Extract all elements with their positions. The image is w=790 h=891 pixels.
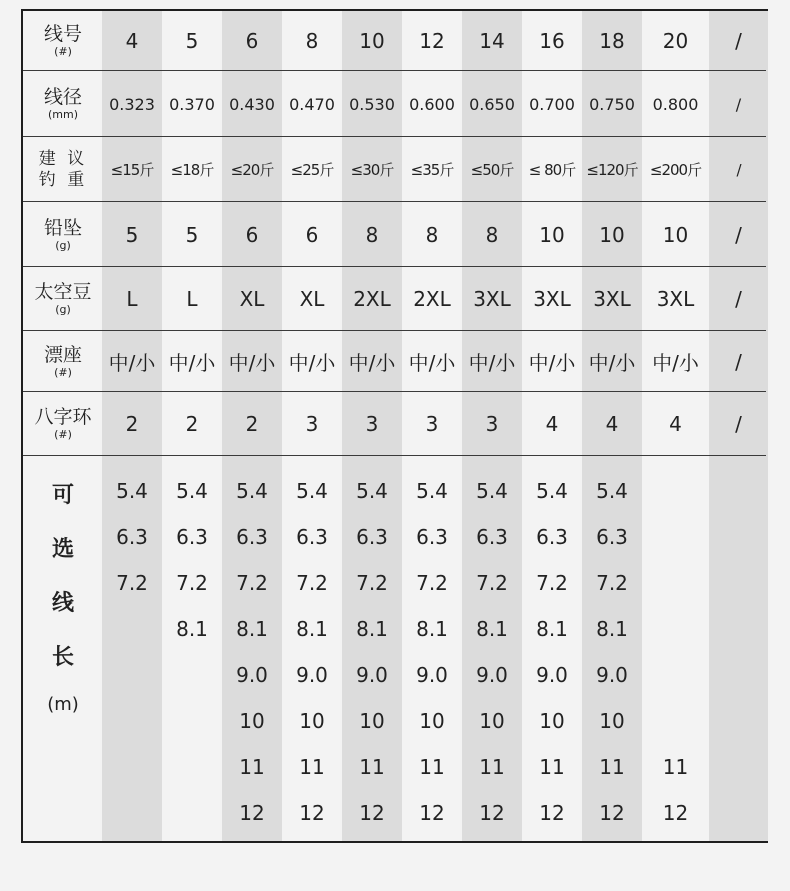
table-cell: 2XL xyxy=(353,287,391,311)
table-cell: 中/小 xyxy=(408,351,456,375)
length-value: 8.1 xyxy=(296,617,328,641)
table-cell: ≤25斤 xyxy=(290,161,334,179)
length-value: 5.4 xyxy=(596,479,628,503)
length-value: 7.2 xyxy=(356,571,388,595)
table-cell: ≤200斤 xyxy=(649,161,702,179)
length-value: 8.1 xyxy=(176,617,208,641)
table-cell: 2 xyxy=(125,412,139,436)
table-cell: 10 xyxy=(662,222,689,247)
table-cell: 2XL xyxy=(413,287,451,311)
table-cell: 4 xyxy=(545,412,559,436)
length-value: 6.3 xyxy=(116,525,148,549)
table-cell: 0.600 xyxy=(409,94,455,114)
table-cell: 4 xyxy=(669,412,682,436)
length-value: 10 xyxy=(479,709,505,733)
length-value: 9.0 xyxy=(236,663,268,687)
length-header-unit: (m) xyxy=(47,694,79,715)
table-cell: 中/小 xyxy=(652,351,699,375)
row-label: 漂座 xyxy=(43,343,82,366)
table-cell: 12 xyxy=(419,29,445,53)
length-value: 10 xyxy=(299,709,325,733)
table-cell: L xyxy=(186,287,198,311)
table-cell: 4 xyxy=(125,29,139,53)
row-unit: (mm) xyxy=(47,108,78,121)
table-cell: ≤15斤 xyxy=(110,161,154,179)
table-cell: 0.650 xyxy=(469,94,515,114)
table-cell: 3 xyxy=(425,412,439,436)
length-value: 7.2 xyxy=(296,571,328,595)
length-value: 9.0 xyxy=(536,663,568,687)
table-cell: 中/小 xyxy=(348,351,396,375)
row-unit: (g) xyxy=(55,238,71,252)
length-value: 6.3 xyxy=(236,525,268,549)
length-value: 11 xyxy=(599,755,625,779)
length-value: 9.0 xyxy=(476,663,508,687)
row-header xyxy=(23,202,103,267)
length-value: 8.1 xyxy=(416,617,448,641)
row-header xyxy=(23,137,103,202)
row-label: 线径 xyxy=(43,86,82,108)
table-cell: 5 xyxy=(125,222,139,247)
table-cell: / xyxy=(735,29,742,53)
table-cell: 20 xyxy=(662,29,689,53)
length-value: 9.0 xyxy=(416,663,448,687)
length-value: 5.4 xyxy=(176,479,208,503)
table-cell: 中/小 xyxy=(528,351,576,375)
length-value: 11 xyxy=(419,755,445,779)
row-unit: (#) xyxy=(54,428,72,441)
length-value: 12 xyxy=(419,801,445,825)
length-value: 9.0 xyxy=(596,663,628,687)
length-value: 6.3 xyxy=(536,525,568,549)
table-cell: 3XL xyxy=(473,287,511,311)
length-value: 10 xyxy=(359,709,385,733)
length-value: 11 xyxy=(359,755,385,779)
length-value: 9.0 xyxy=(296,663,328,687)
table-cell: 4 xyxy=(605,412,619,436)
table-cell: / xyxy=(735,94,742,114)
length-value: 12 xyxy=(239,801,265,825)
table-cell: ≤30斤 xyxy=(350,161,394,179)
table-cell: ≤35斤 xyxy=(410,161,454,179)
length-value: 12 xyxy=(359,801,385,825)
table-cell: 14 xyxy=(479,29,505,53)
row-header xyxy=(23,331,103,392)
length-value: 12 xyxy=(479,801,505,825)
table-cell: 8 xyxy=(425,222,439,247)
table-cell: 8 xyxy=(485,222,499,247)
length-header-char: 长 xyxy=(51,645,74,670)
table-cell: 5 xyxy=(185,29,199,53)
row-label: 线号 xyxy=(43,23,82,45)
table-cell: ≤ 80斤 xyxy=(528,161,576,179)
table-cell: 3 xyxy=(485,412,499,436)
row-label: 八字环 xyxy=(34,406,92,428)
table-cell: 中/小 xyxy=(588,351,636,375)
length-value: 8.1 xyxy=(236,617,268,641)
length-value: 7.2 xyxy=(416,571,448,595)
table-cell: 中/小 xyxy=(108,351,156,375)
length-value: 8.1 xyxy=(536,617,568,641)
table-cell: 10 xyxy=(359,29,385,53)
length-value: 6.3 xyxy=(476,525,508,549)
table-cell: 3 xyxy=(305,412,319,436)
length-value: 7.2 xyxy=(596,571,628,595)
table-cell: / xyxy=(735,222,742,247)
row-label: 太空豆 xyxy=(34,281,92,303)
table-cell: ≤50斤 xyxy=(470,161,514,179)
table-cell: 6 xyxy=(245,29,259,53)
length-value: 7.2 xyxy=(536,571,568,595)
length-value: 12 xyxy=(299,801,325,825)
length-value: 12 xyxy=(599,801,625,825)
table-cell: 3XL xyxy=(656,287,695,311)
table-cell: 中/小 xyxy=(168,351,216,375)
length-value: 5.4 xyxy=(116,479,148,503)
length-value: 8.1 xyxy=(596,617,628,641)
row-header xyxy=(23,71,103,137)
table-cell: 6 xyxy=(305,222,319,247)
table-cell: 0.530 xyxy=(349,94,395,114)
table-cell: 0.323 xyxy=(109,94,155,114)
length-value: 5.4 xyxy=(536,479,568,503)
table-cell: 0.750 xyxy=(589,94,635,114)
length-value: 6.3 xyxy=(176,525,208,549)
length-value: 10 xyxy=(239,709,265,733)
table-cell: 3XL xyxy=(533,287,571,311)
table-cell: / xyxy=(735,412,742,436)
table-cell: 16 xyxy=(539,29,565,53)
table-cell: 8 xyxy=(305,29,319,53)
length-value: 10 xyxy=(419,709,445,733)
table-cell: 0.370 xyxy=(169,94,215,114)
table-cell: 10 xyxy=(599,222,625,247)
length-value: 7.2 xyxy=(236,571,268,595)
length-value: 7.2 xyxy=(176,571,208,595)
row-unit: (#) xyxy=(54,45,72,58)
length-value: 12 xyxy=(539,801,565,825)
table-cell: / xyxy=(735,287,742,311)
length-value: 5.4 xyxy=(296,479,328,503)
table-cell: 中/小 xyxy=(228,351,276,375)
length-value: 10 xyxy=(539,709,565,733)
table-cell: 18 xyxy=(599,29,625,53)
length-value: 7.2 xyxy=(116,571,148,595)
table-cell: 2 xyxy=(185,412,199,436)
length-value: 10 xyxy=(599,709,625,733)
table-cell: 0.700 xyxy=(529,94,575,114)
length-value: 11 xyxy=(539,755,565,779)
table-cell: 中/小 xyxy=(288,351,336,375)
table-cell: / xyxy=(736,160,741,179)
table-cell: 3XL xyxy=(593,287,631,311)
length-value: 5.4 xyxy=(476,479,508,503)
table-cell: 0.470 xyxy=(289,94,335,114)
table-cell: 3 xyxy=(365,412,379,436)
row-label: 建 议 xyxy=(38,148,88,169)
length-header-char: 选 xyxy=(51,537,74,562)
length-header-char: 线 xyxy=(51,591,74,616)
length-value: 6.3 xyxy=(596,525,628,549)
length-value: 5.4 xyxy=(356,479,388,503)
length-header-char: 可 xyxy=(51,483,74,508)
length-value: 8.1 xyxy=(356,617,388,641)
length-value: 6.3 xyxy=(416,525,448,549)
length-value: 9.0 xyxy=(356,663,388,687)
table-cell: XL xyxy=(239,287,265,311)
length-value: 5.4 xyxy=(236,479,268,503)
length-value: 12 xyxy=(662,801,689,825)
length-value: 8.1 xyxy=(476,617,508,641)
spec-table xyxy=(21,9,768,843)
table-cell: ≤120斤 xyxy=(586,161,638,179)
table-cell: L xyxy=(126,287,138,311)
table-cell: 6 xyxy=(245,222,259,247)
table-cell: XL xyxy=(299,287,325,311)
length-value: 6.3 xyxy=(296,525,328,549)
table-cell: ≤20斤 xyxy=(230,161,274,179)
row-unit: (g) xyxy=(55,303,71,316)
length-value: 11 xyxy=(239,755,265,779)
table-cell: 8 xyxy=(365,222,379,247)
table-cell: 2 xyxy=(245,412,259,436)
length-value: 5.4 xyxy=(416,479,448,503)
length-value: 11 xyxy=(299,755,325,779)
row-unit: (#) xyxy=(54,365,72,379)
row-header xyxy=(23,267,103,331)
table-cell: 0.800 xyxy=(652,94,699,114)
table-cell: 5 xyxy=(185,222,199,247)
length-value: 6.3 xyxy=(356,525,388,549)
row-header xyxy=(23,11,103,71)
table-cell: / xyxy=(735,349,742,374)
row-label: 铅坠 xyxy=(43,216,82,239)
table-cell: 中/小 xyxy=(468,351,516,375)
table-cell: ≤18斤 xyxy=(170,161,214,179)
length-value: 11 xyxy=(479,755,505,779)
length-value: 7.2 xyxy=(476,571,508,595)
table-cell: 0.430 xyxy=(229,94,275,114)
table-cell: 10 xyxy=(539,222,565,247)
row-label-line2: 钓 重 xyxy=(38,169,88,190)
length-header xyxy=(23,469,103,725)
row-header xyxy=(23,392,103,456)
length-value: 11 xyxy=(662,755,689,779)
